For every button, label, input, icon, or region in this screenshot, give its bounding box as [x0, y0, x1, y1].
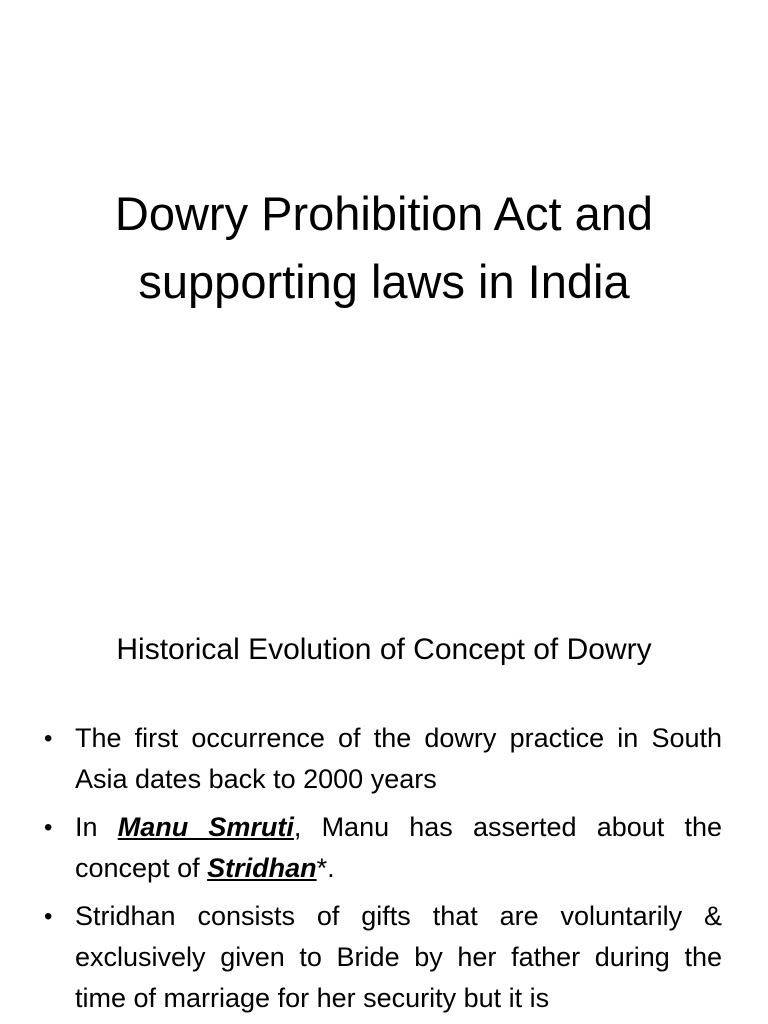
- bullet-text-prefix: In: [75, 812, 118, 842]
- bullet-item-2: [42, 807, 722, 889]
- title-line-1: Dowry Prohibition Act and: [114, 187, 654, 240]
- bullet-icon: •: [44, 814, 53, 841]
- title-line-2: supporting laws in India: [138, 255, 630, 308]
- bullet-text: Stridhan consists of gifts that are voluntarily & exclusively given to Bride by her father during the time of marriage for her security but it is: [75, 901, 722, 1013]
- term-stridhan: Stridhan: [207, 853, 317, 883]
- bullet-list: [42, 718, 722, 1024]
- bullet-item-1: [42, 718, 722, 800]
- bullet-text-middle: , Manu has asserted about the concept of: [75, 812, 722, 883]
- bullet-icon: •: [44, 903, 53, 930]
- presentation-title: [40, 180, 728, 316]
- bullet-text: The first occurrence of the dowry practice in South Asia dates back to 2000 years: [75, 723, 722, 794]
- bullet-item-3: [42, 896, 722, 1019]
- bullet-icon: •: [44, 725, 53, 752]
- content-slide: [0, 576, 768, 1024]
- slide-title: Historical Evolution of Concept of Dowry: [116, 633, 652, 666]
- term-manu-smruti: Manu Smruti: [117, 812, 294, 842]
- bullet-text-suffix: *.: [316, 853, 335, 883]
